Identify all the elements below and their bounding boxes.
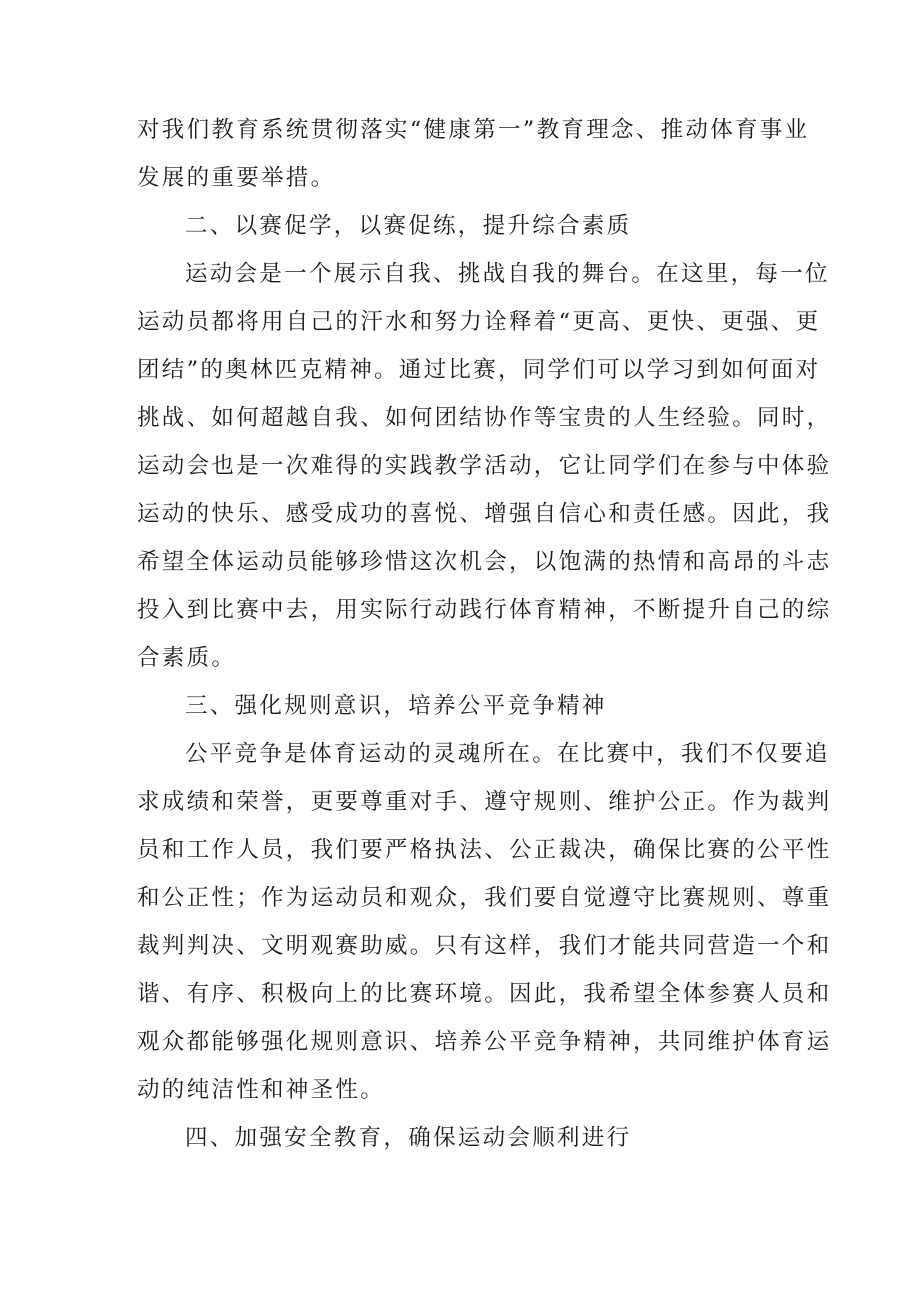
section-heading-3: 三、强化规则意识，培养公平竞争精神 bbox=[185, 693, 607, 719]
text-line: 对我们教育系统贯彻落实“健康第一”教育理念、推动体育事业 bbox=[137, 117, 810, 143]
text-line: 观众都能够强化规则意识、培养公平竞争精神，共同维护体育运 bbox=[137, 1029, 832, 1055]
text-line: 团结”的奥林匹克精神。通过比赛，同学们可以学习到如何面对 bbox=[137, 357, 821, 383]
text-line: 运动的快乐、感受成功的喜悦、增强自信心和责任感。因此，我 bbox=[137, 501, 832, 527]
text-line: 求成绩和荣誉，更要尊重对手、遵守规则、维护公正。作为裁判 bbox=[137, 789, 832, 815]
section-heading-4: 四、加强安全教育，确保运动会顺利进行 bbox=[185, 1125, 632, 1151]
section-heading-2: 二、以赛促学，以赛促练，提升综合素质 bbox=[185, 213, 632, 239]
text-line: 合素质。 bbox=[137, 645, 237, 671]
text-line: 裁判判决、文明观赛助威。只有这样，我们才能共同营造一个和 bbox=[137, 933, 832, 959]
text-line: 运动会是一个展示自我、挑战自我的舞台。在这里，每一位 bbox=[185, 261, 830, 287]
text-line: 公平竞争是体育运动的灵魂所在。在比赛中，我们不仅要追 bbox=[185, 741, 830, 767]
text-line: 运动员都将用自己的汗水和努力诠释着“更高、更快、更强、更 bbox=[137, 309, 821, 335]
text-line: 发展的重要举措。 bbox=[137, 165, 336, 191]
text-line: 和公正性；作为运动员和观众，我们要自觉遵守比赛规则、尊重 bbox=[137, 885, 832, 911]
text-line: 投入到比赛中去，用实际行动践行体育精神，不断提升自己的综 bbox=[137, 597, 832, 623]
text-line: 员和工作人员，我们要严格执法、公正裁决，确保比赛的公平性 bbox=[137, 837, 832, 863]
text-line: 运动会也是一次难得的实践教学活动，它让同学们在参与中体验 bbox=[137, 453, 832, 479]
text-line: 动的纯洁性和神圣性。 bbox=[137, 1077, 386, 1103]
text-line: 希望全体运动员能够珍惜这次机会，以饱满的热情和高昂的斗志 bbox=[137, 549, 832, 575]
text-line: 挑战、如何超越自我、如何团结协作等宝贵的人生经验。同时， bbox=[137, 405, 832, 431]
text-line: 谐、有序、积极向上的比赛环境。因此，我希望全体参赛人员和 bbox=[137, 981, 832, 1007]
